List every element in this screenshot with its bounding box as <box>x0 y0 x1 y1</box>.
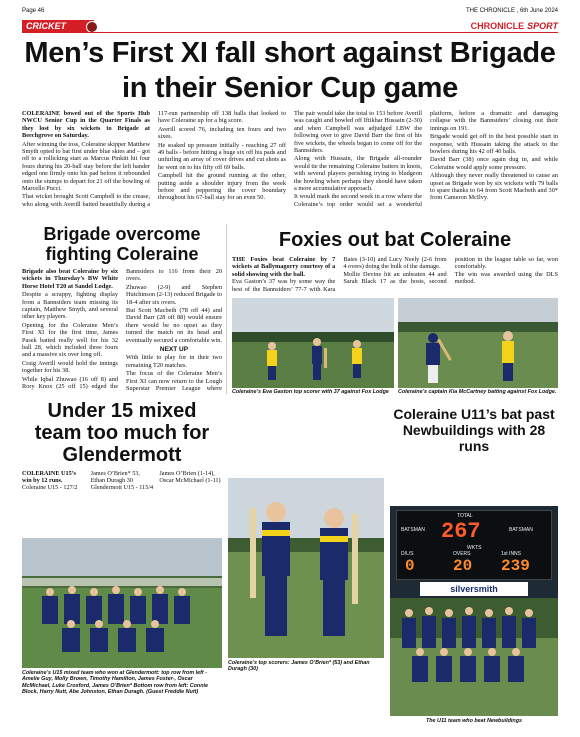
caption-eva-gaston: Coleraine’s Eva Gaston top scorer with 37 against Fox Lodge <box>232 389 389 395</box>
photo-u15-team-art <box>22 538 222 668</box>
masthead-sport: SPORT <box>527 21 558 31</box>
main-story-body <box>22 110 558 220</box>
story4-lead: COLERAINE U15’s win by 12 runs. <box>22 470 76 485</box>
photo-eva-gaston <box>232 298 394 388</box>
story4-headline: Under 15 mixed team too much for Glendermott <box>34 400 210 466</box>
story3-paragraph: Eva Gaston’s 37 was by some way the best of the Bannsiders’ 77-7 with Kara Bates (3-10) and Lucy Neely (2-6 from 4 overs) doing the bulk of the damage. <box>232 256 447 293</box>
main-paragraph: David Barr (38) once again dug in, and while Coleraine would apply some pressure. <box>430 156 558 171</box>
main-paragraph: Along with Hussain, the Brigade all-rounder would tie the remaining Coleraine batters in knots, with several players perishing trying to bludgeon the bowling when perhaps they should have taken a more accumulative approach. <box>294 155 422 193</box>
scoreboard-dl-label: D/L/S <box>401 551 414 557</box>
story3-headline: Foxies out bat Coleraine <box>278 229 512 251</box>
story2-lead: Brigade also beat Coleraine by six wickets in Thursday’s BW White Horse Hotel T20 at Sandel Lodge. <box>22 268 118 290</box>
photo-kia-mccartney <box>398 298 558 388</box>
photo-eva-gaston-art <box>232 298 394 388</box>
caption-kia-mccartney: Coleraine’s captain Kia McCartney batting against Fox Lodge. <box>398 389 557 395</box>
story2-paragraph: With little to play for in their two remaining T20 matches. <box>126 354 222 369</box>
page-header <box>22 6 558 18</box>
story3-lead: THE Foxies beat Coleraine by 7 wickets at Ballymagorry courtesy of a solid showing with the ball. <box>232 256 336 278</box>
story4-line: Coleraine U15 - 127/2 <box>22 484 78 492</box>
publication-date: THE CHRONICLE , 6th June 2024 <box>465 8 558 14</box>
caption-u15-team: Coleraine’s U15 mixed team who won at Glendermott: top row from left - Amelie Guy, Molly Brown, Timothy Hamilton, James Foster-, Oscar McMichael, Luke Croxford, James O’Brien* Bottom row from left: Connie Block, Harry Nutt, Abe Johnston, Ethan Duragh. (Guest Freddie Nutt) <box>22 670 209 696</box>
main-paragraph: Campbell hit the ground running at the other, putting aside a shoulder injury from the week before and peppering the cover boundary throughout his 67-ball stay for an even 50. <box>158 172 286 202</box>
page-number: Page 46 <box>22 8 45 14</box>
story5-headline: Coleraine U11’s bat past Newbuildings with 28 runs <box>393 406 555 454</box>
caption-u11-team: The U11 team who beat Newbuildings <box>425 718 523 724</box>
main-paragraph: After winning the toss, Coleraine skipper Matthew Smyth opted to bat first under blue skies and – got off to a rollicking start as Marcus Pinkitt hit four fours during his 20-ball stay before the left hander edged one firmly onto his pad before it rebounded onto the stumps to depart for 21 off the bowling of Marcello Pucci. <box>22 140 150 193</box>
story2-paragraph: While Iqbal Zhuwao (16 off 8) and Rory Knox (25 off 15) edged the Bannsiders to 116 from their 20 overs. <box>22 268 222 391</box>
sponsor-banner: silversmith <box>420 582 528 596</box>
scoreboard-batsman-left: BATSMAN <box>401 527 425 533</box>
story3-body <box>232 256 558 296</box>
photo-kia-mccartney-art <box>398 298 558 388</box>
main-paragraph: Averill scored 76, including ten fours and two sixes. <box>158 125 286 141</box>
main-paragraph: Brigade would get off to the best possible start in response, with Hussain taking the attack to the bowlers during his 42 off 40 balls. <box>430 133 558 156</box>
story3-paragraph: The win was awarded using the DLS method. <box>454 270 558 286</box>
next-up-label: NEXT UP <box>159 346 189 354</box>
story2-paragraph: The focus of the Coleraine Men’s First XI can now return to the Lough Superstar Premier League where <box>126 370 222 393</box>
scoreboard-overs: 20 <box>453 557 473 575</box>
masthead-chronicle: CHRONICLE <box>470 21 525 31</box>
photo-u15-team <box>22 538 222 668</box>
column-divider <box>226 224 227 394</box>
header-rule <box>22 32 558 33</box>
scoreboard-wkts-label: WKTS <box>467 545 482 551</box>
story2-paragraph: Zhuwao (2-9) and Stephen Hutchinson (2-13) reduced Brigade to 18-4 after six overs. <box>126 283 222 306</box>
u11-team-art <box>390 598 558 716</box>
main-paragraph: He soaked up pressure initially - reaching 27 off 49 balls - before hitting a huge six off his pads and unfurling an array of cover drives and cut shots as he went on to his fifty off 69 balls. <box>158 141 286 171</box>
main-headline: Men’s First XI fall short against Brigade in their Senior Cup game <box>24 37 556 104</box>
story2-paragraph: Craig Averill would hold the innings together for his 38. <box>22 359 118 375</box>
story2-body <box>22 268 222 393</box>
masthead <box>471 20 558 32</box>
scoreboard-batsman-right: BATSMAN <box>509 527 533 533</box>
main-paragraph: It would mark the second week in a row where the Coleraine’s top order would set a wonderful platform, before a dramatic and damaging collapse with the Bannsiders’ closing out their innings on 191. <box>294 110 558 208</box>
section-tag: CRICKET <box>22 20 94 32</box>
photo-top-scorers-art <box>228 478 384 658</box>
main-paragraph: The pair would take the total to 153 before Averill was caught and bowled off Iftikhar Hussain (2-30) and when Campbell was adjudged LBW the following over to give David Barr the first of his five wickets, the wheels began to come off for the Bannsiders. <box>294 110 422 155</box>
scoreboard-wkts: 0 <box>405 557 415 575</box>
story2-headline: Brigade overcome fighting Coleraine <box>43 224 201 264</box>
scoreboard-first-inns-label: 1st INNS <box>501 551 522 557</box>
main-paragraph: Although they never really threatened to cause an upset as Brigade won by six wickets with 79 balls to spare thanks to 64 from Scott Macbeth and 30* from Cameron McIlvy. <box>430 172 558 202</box>
main-paragraph: That wicket brought Scott Campbell to the crease, who along with Averill batted beautifully during a 117-run partnership off 138 balls that looked to have Coleraine up for a big score. <box>22 110 286 208</box>
story2-paragraph: Despite a scrappy, fighting display from a Bannsiders team missing its captain, Matthew Smyth, and several other key players. <box>22 291 118 321</box>
caption-top-scorers: Coleraine’s top scorers: James O’Brien* (53) and Ethan Duragh (30) <box>228 660 370 673</box>
scoreboard-total: 267 <box>441 519 481 544</box>
story4-body <box>22 470 222 530</box>
main-lead-paragraph: COLERAINE bowed out of the Sports Hub NWCU Senior Cup in the Quarter Finals as they lost by six wickets to Brigade at Beechgrove on Saturday. <box>22 110 150 140</box>
story3-paragraph: Mollie Devine hit an unbeaten 44 and Sarah Black 17 as the hosts, second position in the league table so far, won comfortably. <box>343 256 558 286</box>
photo-top-scorers <box>228 478 384 658</box>
scoreboard-overs-label: OVERS <box>453 551 471 557</box>
story4-line: James O’Brien (1-14), Oscar McMichael (1-11) <box>159 470 221 485</box>
story2-paragraph: Opening for the Coleraine Men’s First XI for the first time, James Pasek batted really well for his 32 ball 28, which included three fours and a massive six over long off. <box>22 321 118 359</box>
scoreboard-first-inns: 239 <box>501 557 530 575</box>
scoreboard-total-label: TOTAL <box>457 513 473 519</box>
photo-u11-team <box>390 506 558 716</box>
story4-line: Glendermott U15 - 115/4 <box>90 484 154 492</box>
scoreboard <box>396 510 552 580</box>
story2-paragraph: But Scott Macbeth (78 off 44) and David Barr (28 off 88) would ensure there would be no upset as they turned the match on its head and eventually secured a comfortable win. <box>126 307 222 344</box>
story4-line: James O’Brien* 53, Ethan Duragh 30 <box>90 470 140 485</box>
